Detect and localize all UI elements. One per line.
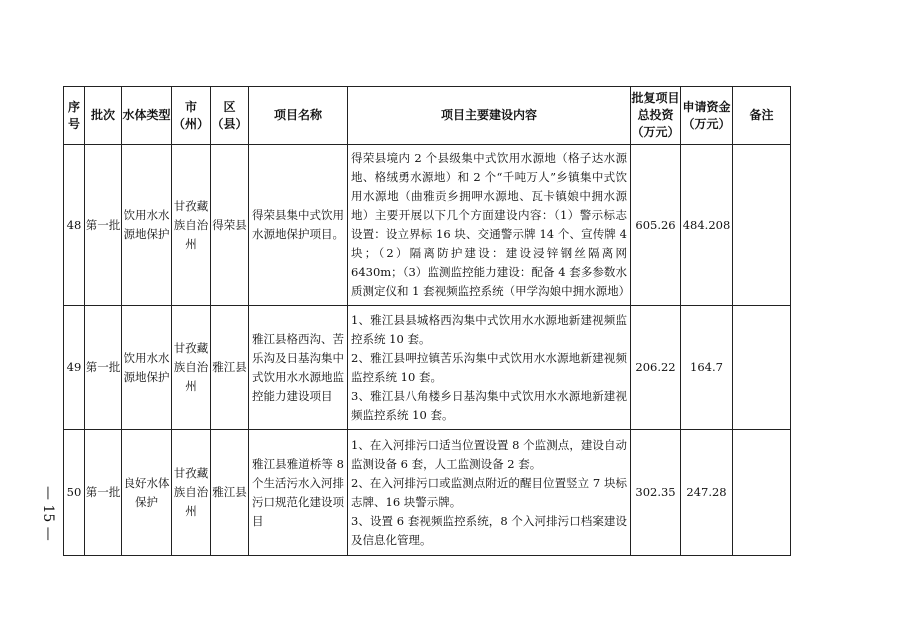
cell-requested-funds: 484.208: [681, 145, 733, 306]
cell-city: 甘孜藏族自治州: [172, 306, 211, 430]
cell-water-type: 饮用水水源地保护: [122, 306, 172, 430]
cell-district: 雅江县: [211, 306, 249, 430]
cell-batch: 第一批: [85, 145, 122, 306]
project-table: [63, 86, 791, 556]
header-main-content: 项目主要建设内容: [348, 87, 631, 145]
cell-project-name: 得荣县集中式饮用水源地保护项目。: [249, 145, 348, 306]
cell-main-content: [348, 430, 631, 556]
cell-project-name: 雅江县格西沟、苦乐沟及日基沟集中式饮用水水源地监控能力建设项目: [249, 306, 348, 430]
cell-approved-investment: 302.35: [631, 430, 681, 556]
header-water-type: 水体类型: [122, 87, 172, 145]
content-line: 得荣县境内 2 个县级集中式饮用水源地（格子达水源地、格绒勇水源地）和 2 个“千吨万人”乡镇集中式饮用水源地（曲雅贡乡拥呷水源地、瓦卡镇娘中拥水源地）主要开展以下几个方面建设内容：（1）警示标志设置：设立界标 16 块、交通警示牌 14 个、宣传牌 4 块；（2）隔离防护建设：建设浸锌钢丝隔离网 6430m；（3）监测监控能力建设：配备 4 套多参数水质测定仪和 1 套视频监控系统（甲学沟娘中拥水源地）: [351, 151, 631, 298]
cell-water-type: 良好水体保护: [122, 430, 172, 556]
cell-batch: 第一批: [85, 306, 122, 430]
header-requested-funds: 申请资金（万元）: [681, 87, 733, 145]
content-line: 2、雅江县呷拉镇苦乐沟集中式饮用水水源地新建视频监控系统 10 套。: [351, 350, 627, 384]
cell-water-type: 饮用水水源地保护: [122, 145, 172, 306]
table-row: [64, 306, 791, 430]
table-header-row: [64, 87, 791, 145]
cell-seq: 48: [64, 145, 85, 306]
cell-seq: 49: [64, 306, 85, 430]
header-batch: 批次: [85, 87, 122, 145]
content-line: 1、在入河排污口适当位置设置 8 个监测点，建设自动监测设备 6 套，人工监测设备 2 套。: [351, 437, 627, 471]
cell-requested-funds: 247.28: [681, 430, 733, 556]
table-row: [64, 145, 791, 306]
header-remarks: 备注: [733, 87, 791, 145]
content-line: 3、雅江县八角楼乡日基沟集中式饮用水水源地新建视频监控系统 10 套。: [351, 388, 627, 422]
cell-project-name: 雅江县雅道桥等 8 个生活污水入河排污口规范化建设项目: [249, 430, 348, 556]
cell-requested-funds: 164.7: [681, 306, 733, 430]
table-row: [64, 430, 791, 556]
cell-batch: 第一批: [85, 430, 122, 556]
cell-remarks: [733, 306, 791, 430]
header-seq: 序号: [64, 87, 85, 145]
header-district: 区（县）: [211, 87, 249, 145]
cell-seq: 50: [64, 430, 85, 556]
cell-main-content: [348, 306, 631, 430]
cell-main-content: [348, 145, 631, 306]
content-line: 1、雅江县县城格西沟集中式饮用水水源地新建视频监控系统 10 套。: [351, 312, 627, 346]
content-line: 2、在入河排污口或监测点附近的醒目位置竖立 7 块标志牌、16 块警示牌。: [351, 475, 627, 509]
cell-remarks: [733, 145, 791, 306]
cell-approved-investment: 206.22: [631, 306, 681, 430]
page-number: — 15 —: [40, 485, 56, 541]
content-line: 3、设置 6 套视频监控系统，8 个入河排污口档案建设及信息化管理。: [351, 513, 627, 547]
header-city: 市（州）: [172, 87, 211, 145]
cell-district: 得荣县: [211, 145, 249, 306]
header-project-name: 项目名称: [249, 87, 348, 145]
cell-city: 甘孜藏族自治州: [172, 145, 211, 306]
cell-approved-investment: 605.26: [631, 145, 681, 306]
cell-remarks: [733, 430, 791, 556]
cell-district: 雅江县: [211, 430, 249, 556]
cell-city: 甘孜藏族自治州: [172, 430, 211, 556]
header-approved-investment: 批复项目总投资（万元）: [631, 87, 681, 145]
